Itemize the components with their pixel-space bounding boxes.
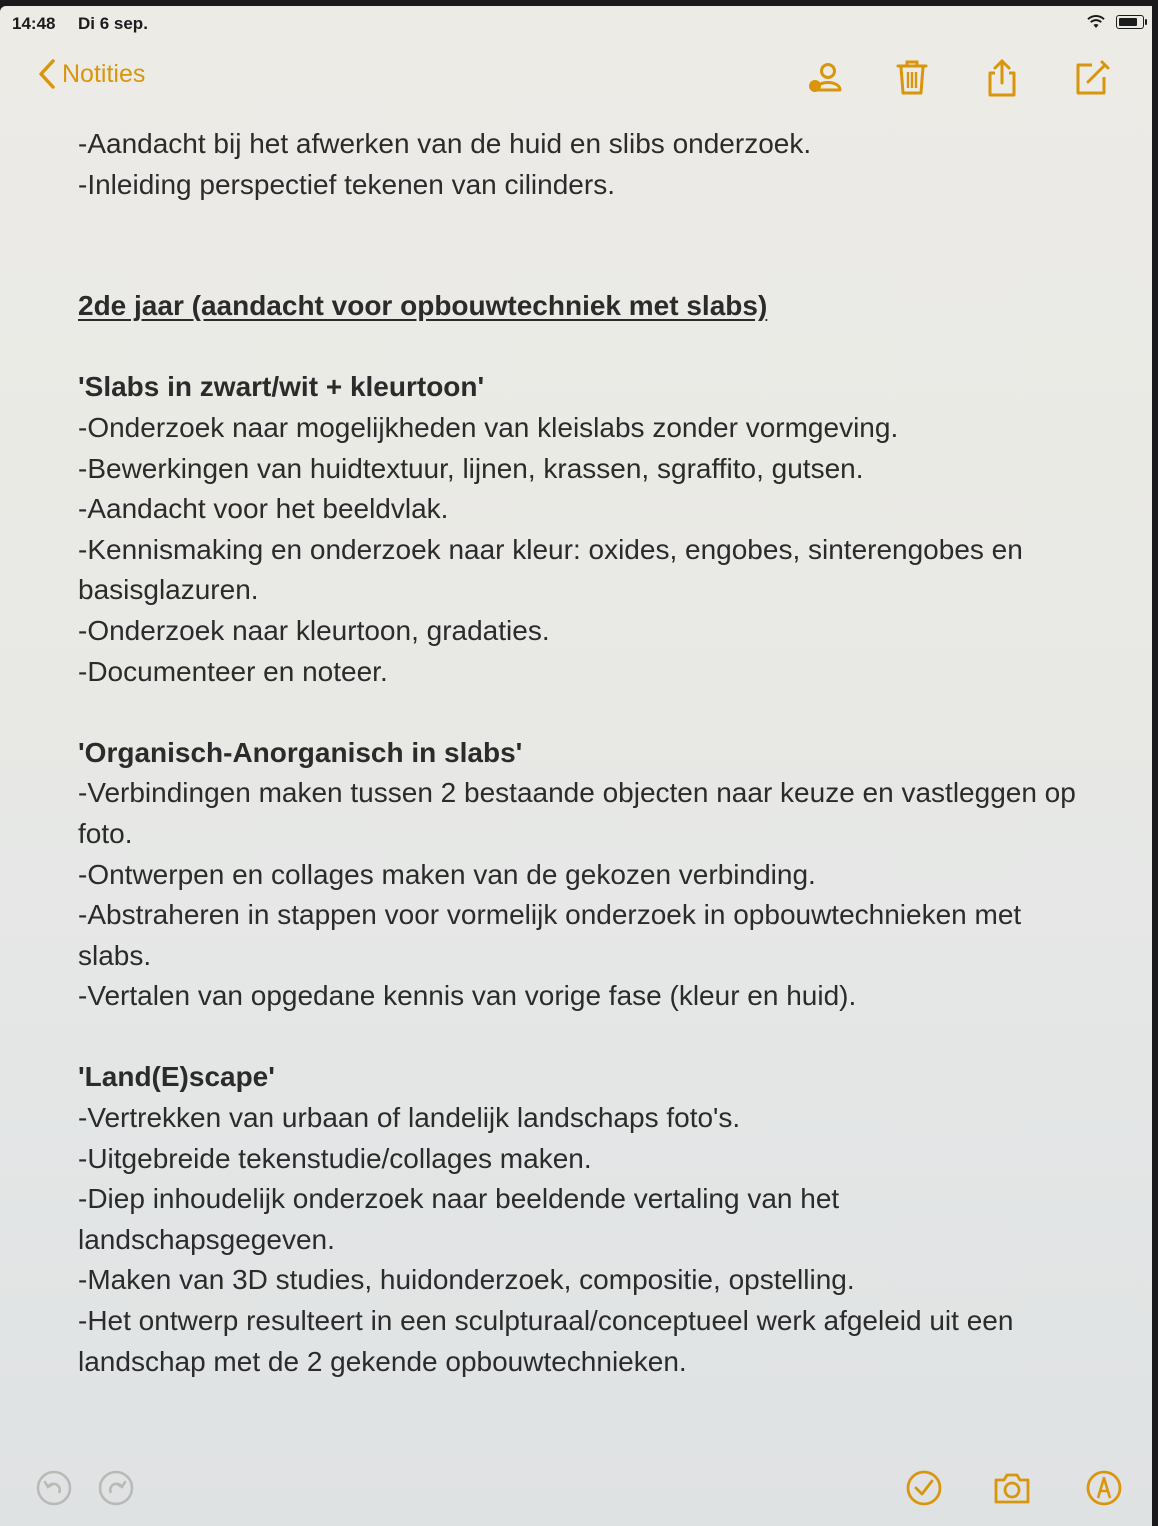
notes-screen (0, 6, 1152, 1526)
note-line: -Onderzoek naar mogelijkheden van kleislabs zonder vormgeving. (78, 411, 899, 443)
nav-actions (792, 56, 1152, 106)
note-line: -Aandacht bij het afwerken van de huid en slibs onderzoek. (78, 128, 812, 159)
note-line: -Verbindingen maken tussen 2 bestaande objecten naar keuze en vastleggen op foto. (78, 777, 1076, 849)
note-line: -Ontwerpen en collages maken van de gekozen verbinding. (78, 858, 816, 890)
note-line: -Vertalen van opgedane kennis van vorige fase (kleur en huid). (78, 980, 857, 1012)
note-line: -Vertrekken van urbaan of landelijk landschaps foto's. (78, 1102, 741, 1134)
back-label: Notities (62, 59, 146, 88)
note-line: -Documenteer en noteer. (78, 655, 388, 687)
share-icon[interactable] (980, 56, 1024, 100)
note-line: -Inleiding perspectief tekenen van cilinders. (78, 168, 615, 200)
note-body[interactable] (78, 124, 1098, 1382)
redo-icon[interactable] (96, 1468, 136, 1508)
section-title: 'Land(E)scape' (78, 1061, 275, 1093)
note-line: -Diep inhoudelijk onderzoek naar beeldende vertaling van het landschapsgegeven. (78, 1183, 840, 1255)
chevron-left-icon (38, 58, 56, 90)
note-heading: 2de jaar (aandacht voor opbouwtechniek met slabs) (78, 290, 768, 322)
compose-icon[interactable] (1070, 56, 1114, 100)
checklist-icon[interactable] (904, 1468, 944, 1508)
note-line: -Uitgebreide tekenstudie/collages maken. (78, 1142, 592, 1174)
note-line: -Bewerkingen van huidtextuur, lijnen, krassen, sgraffito, gutsen. (78, 452, 864, 484)
undo-icon[interactable] (34, 1468, 74, 1508)
camera-icon[interactable] (992, 1468, 1032, 1508)
section-title: 'Slabs in zwart/wit + kleurtoon' (78, 371, 485, 403)
bottom-toolbar (0, 1456, 1152, 1526)
markup-icon[interactable] (1084, 1468, 1124, 1508)
note-line: -Kennismaking en onderzoek naar kleur: oxides, engobes, sinterengobes en basisglazuren. (78, 533, 1023, 606)
nav-bar (0, 50, 1152, 110)
note-line: -Het ontwerp resulteert in een sculpturaal/conceptueel werk afgeleid uit een landschap met de 2 gekende opbouwtechnieken. (78, 1305, 1014, 1377)
note-line: -Abstraheren in stappen voor vormelijk onderzoek in opbouwtechnieken met slabs. (78, 899, 1022, 971)
back-button[interactable] (38, 58, 145, 90)
section-title: 'Organisch-Anorganisch in slabs' (78, 736, 523, 768)
battery-icon (1116, 15, 1144, 29)
status-time: 14:48 (12, 14, 56, 33)
status-bar (0, 6, 1152, 40)
share-person-icon[interactable] (802, 56, 846, 100)
note-line: -Onderzoek naar kleurtoon, gradaties. (78, 614, 550, 646)
wifi-icon (1086, 14, 1106, 29)
trash-icon[interactable] (890, 56, 934, 100)
status-indicators (1086, 14, 1144, 29)
note-line: -Maken van 3D studies, huidonderzoek, compositie, opstelling. (78, 1264, 855, 1296)
status-date: Di 6 sep. (78, 14, 148, 33)
note-line: -Aandacht voor het beeldvlak. (78, 493, 449, 525)
